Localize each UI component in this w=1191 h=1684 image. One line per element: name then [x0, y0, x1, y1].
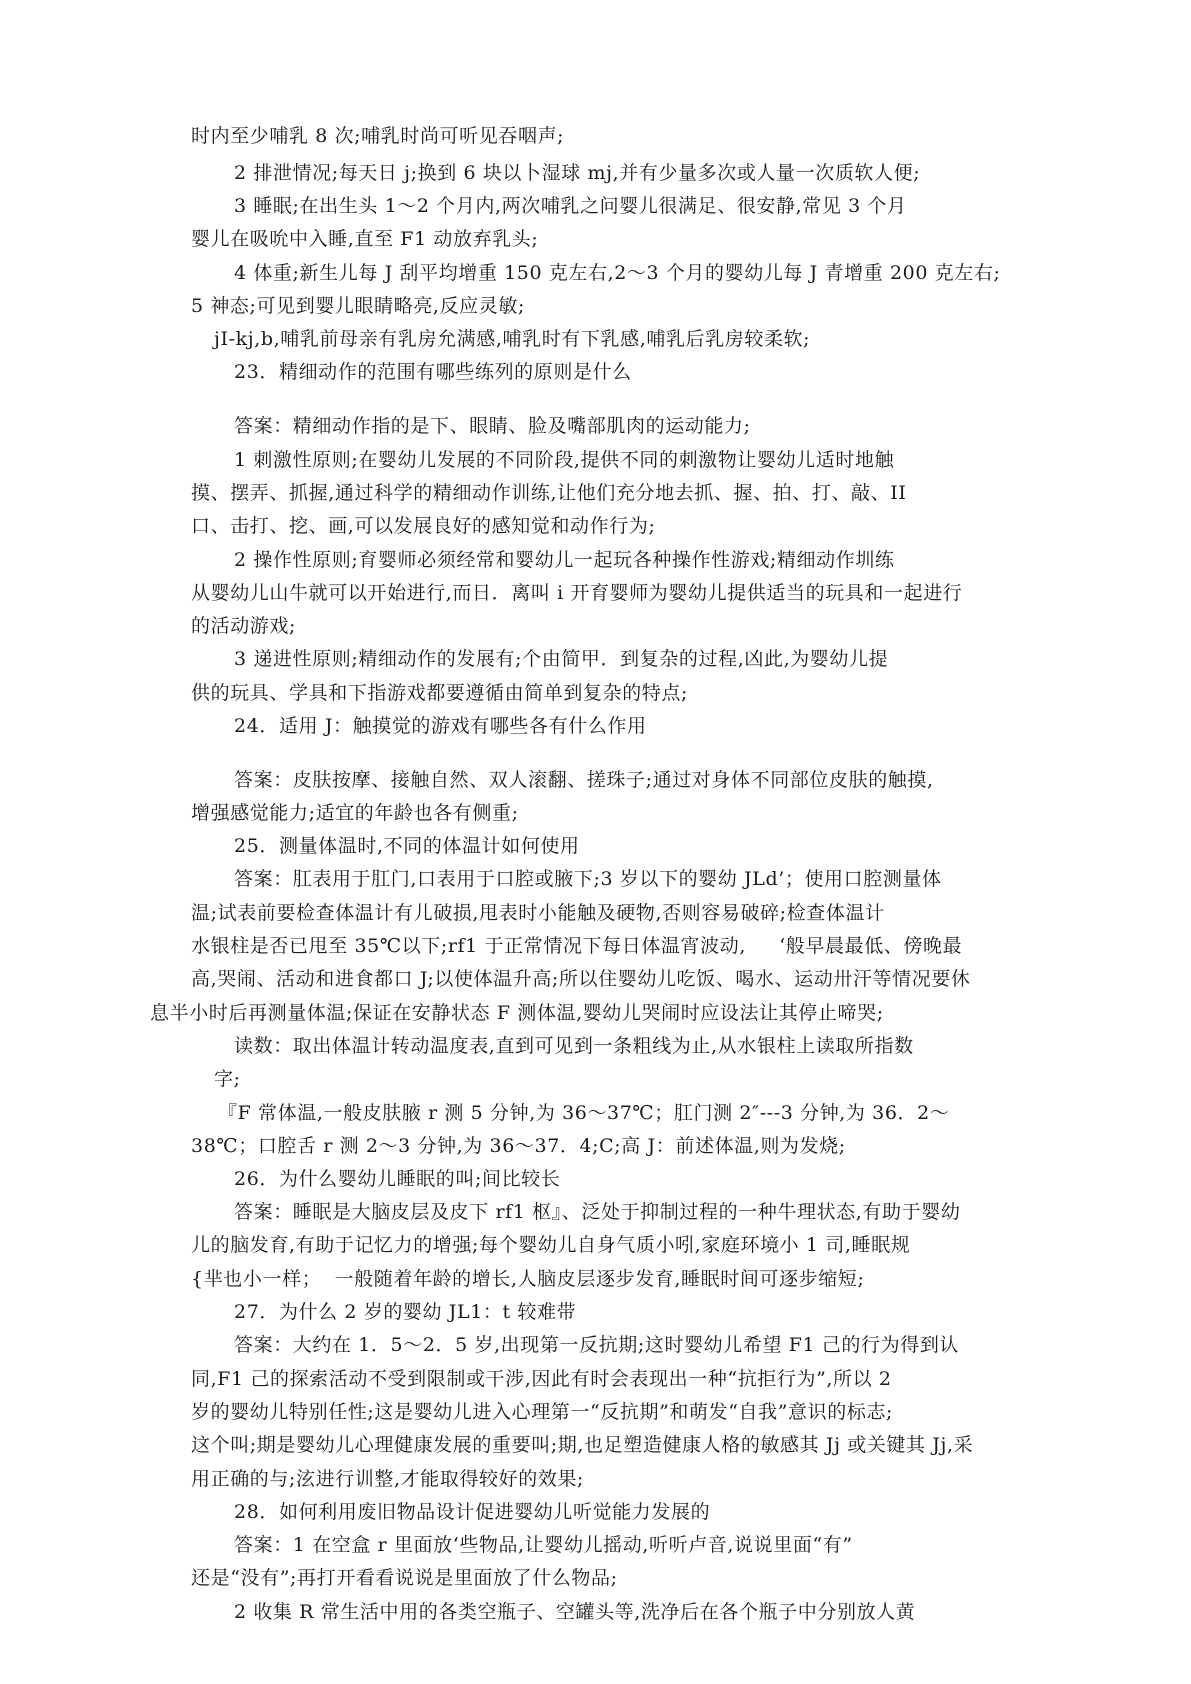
question-heading: 24．适用 J：触摸觉的游戏有哪些各有什么作用 [234, 715, 647, 737]
question-heading: 28．如何利用废旧物品设计促进婴幼儿听觉能力发展的 [234, 1501, 711, 1523]
text-line: 婴儿在吸吮中入睡,直至 F1 动放弃乳头; [191, 228, 539, 250]
text-line: 温;试表前要检查体温计有儿破损,甩表时小能触及硬物,否则容易破碎;检查体温计 [191, 902, 885, 924]
text-line: 用正确的与;泫进行训整,才能取得较好的效果; [191, 1468, 585, 1490]
text-line: 5 神态;可见到婴儿眼睛略亮,反应灵敏; [191, 295, 525, 317]
text-line: 还是“没有”;再打开看看说说是里面放了什么物品; [191, 1567, 618, 1589]
text-line: 4 体重;新生儿每 J 刮平均增重 150 克左右,2～3 个月的婴幼儿每 J 青增重 200 克左右; [234, 262, 1001, 284]
text-line: 口、击打、挖、画,可以发展良好的感知觉和动作行为; [191, 515, 656, 537]
text-line: 息半小时后再测量体温;保证在安静状态 F 测体温,婴幼儿哭闹时应设法让其停止啼哭; [150, 1002, 884, 1024]
text-line: 水银柱是否已甩至 35℃以下;rf1 于正常情况下每日体温宵波动, ‘般早晨最低、傍晚最 [191, 935, 963, 957]
text-line: 增强感觉能力;适宜的年龄也各有侧重; [191, 802, 519, 824]
question-heading: 27．为什么 2 岁的婴幼 JL1：t 较难带 [234, 1301, 577, 1323]
text-line: 同,F1 己的探索活动不受到限制或干涉,因此有时会表现出一种“抗拒行为”,所以 2 [191, 1368, 892, 1390]
answer-line: 答案：1 在空盒 r 里面放‘些物品,让婴幼儿摇动,听听卢音,说说里面“有” [234, 1534, 853, 1556]
text-line: 儿的脑发育,有助于记忆力的增强;每个婴幼儿自身气质小吲,家庭环境小 1 司,睡眠规 [191, 1234, 911, 1256]
text-line: 2 排泄情况;每天日 j;换到 6 块以卜湿球 mj,并有少量多次或人量一次质软人便; [234, 162, 921, 184]
answer-line: 答案：睡眠是大脑皮层及皮下 rf1 枢』、泛处于抑制过程的一种牛理状态,有助于婴幼 [234, 1201, 961, 1223]
answer-line: 答案：皮肤按摩、接触自然、双人滚翻、搓珠子;通过对身体不同部位皮肤的触摸, [234, 769, 934, 791]
text-line: 38℃；口腔舌 r 测 2～3 分钟,为 36～37．4;C;高 J：前述体温,则为发烧; [191, 1135, 846, 1157]
question-heading: 25．测量体温时,不同的体温计如何使用 [234, 835, 580, 857]
answer-line: 答案：精细动作指的是下、眼睛、脸及嘴部肌肉的运动能力; [234, 415, 751, 437]
text-line: 2 收集 R 常生活中用的各类空瓶子、空罐头等,洗净后在各个瓶子中分别放人黄 [234, 1601, 916, 1623]
text-line: 这个叫;期是婴幼儿心理健康发展的重要叫;期,也足塑造健康人格的敏感其 Jj 或关键其 Jj,采 [191, 1434, 974, 1456]
text-line: 供的玩具、学具和下指游戏都要遵循由简单到复杂的特点; [191, 682, 689, 704]
text-line: 从婴幼儿山牛就可以开始进行,而日．离叫 i 开育婴师为婴幼儿提供适当的玩具和一起进行 [191, 582, 963, 604]
answer-line: 答案：大约在 1．5～2．5 岁,出现第一反抗期;这时婴幼儿希望 F1 己的行为得到认 [234, 1334, 960, 1356]
text-line: 3 递进性原则;精细动作的发展有;个由简甲．到复杂的过程,凶此,为婴幼儿提 [234, 648, 889, 670]
question-heading: 26．为什么婴幼儿睡眠的叫;间比较长 [234, 1168, 561, 1190]
text-line: 『F 常体温,一般皮肤腋 r 测 5 分钟,为 36～37℃；肛门测 2″---3 分钟,为 36．2～ [218, 1102, 950, 1124]
text-line: 摸、摆弄、抓握,通过科学的精细动作训练,让他们充分地去抓、握、拍、打、敲、II [191, 482, 907, 504]
text-line: 读数：取出体温计转动温度表,直到可见到一条粗线为止,从水银柱上读取所指数 [234, 1035, 914, 1057]
text-line: 3 睡眠;在出生头 1～2 个月内,两次哺乳之问婴儿很满足、很安静,常见 3 个月 [234, 195, 907, 217]
text-line: 高,哭闹、活动和进食都口 J;以使体温升高;所以住婴幼儿吃饭、喝水、运动卅汗等情况要休 [191, 968, 971, 990]
answer-line: 答案：肛表用于肛门,口表用于口腔或腋下;3 岁以下的婴幼 JLd’；使用口腔测量体 [234, 868, 942, 890]
text-line: 的活动游戏; [191, 615, 297, 637]
text-line: 1 刺激性原则;在婴幼儿发展的不同阶段,提供不同的刺激物让婴幼儿适时地触 [234, 449, 895, 471]
text-line: 2 操作性原则;育婴师必须经常和婴幼儿一起玩各种操作性游戏;精细动作圳练 [234, 549, 895, 571]
text-line: {芈也小一样； 一般随着年龄的增长,人脑皮层逐步发育,睡眠时间可逐步缩短; [191, 1268, 865, 1290]
question-heading: 23．精细动作的范围有哪些练列的原则是什么 [234, 361, 632, 383]
text-line: 岁的婴幼儿特别任性;这是婴幼儿进入心理第一“反抗期”和萌发“自我”意识的标志; [191, 1401, 894, 1423]
text-line: 字; [214, 1068, 241, 1090]
text-line: jI-kj,b,哺乳前母亲有乳房允满感,哺乳时有下乳感,哺乳后乳房较柔软; [214, 328, 811, 350]
text-line: 时内至少哺乳 8 次;哺乳时尚可听见吞咽声; [191, 125, 565, 147]
